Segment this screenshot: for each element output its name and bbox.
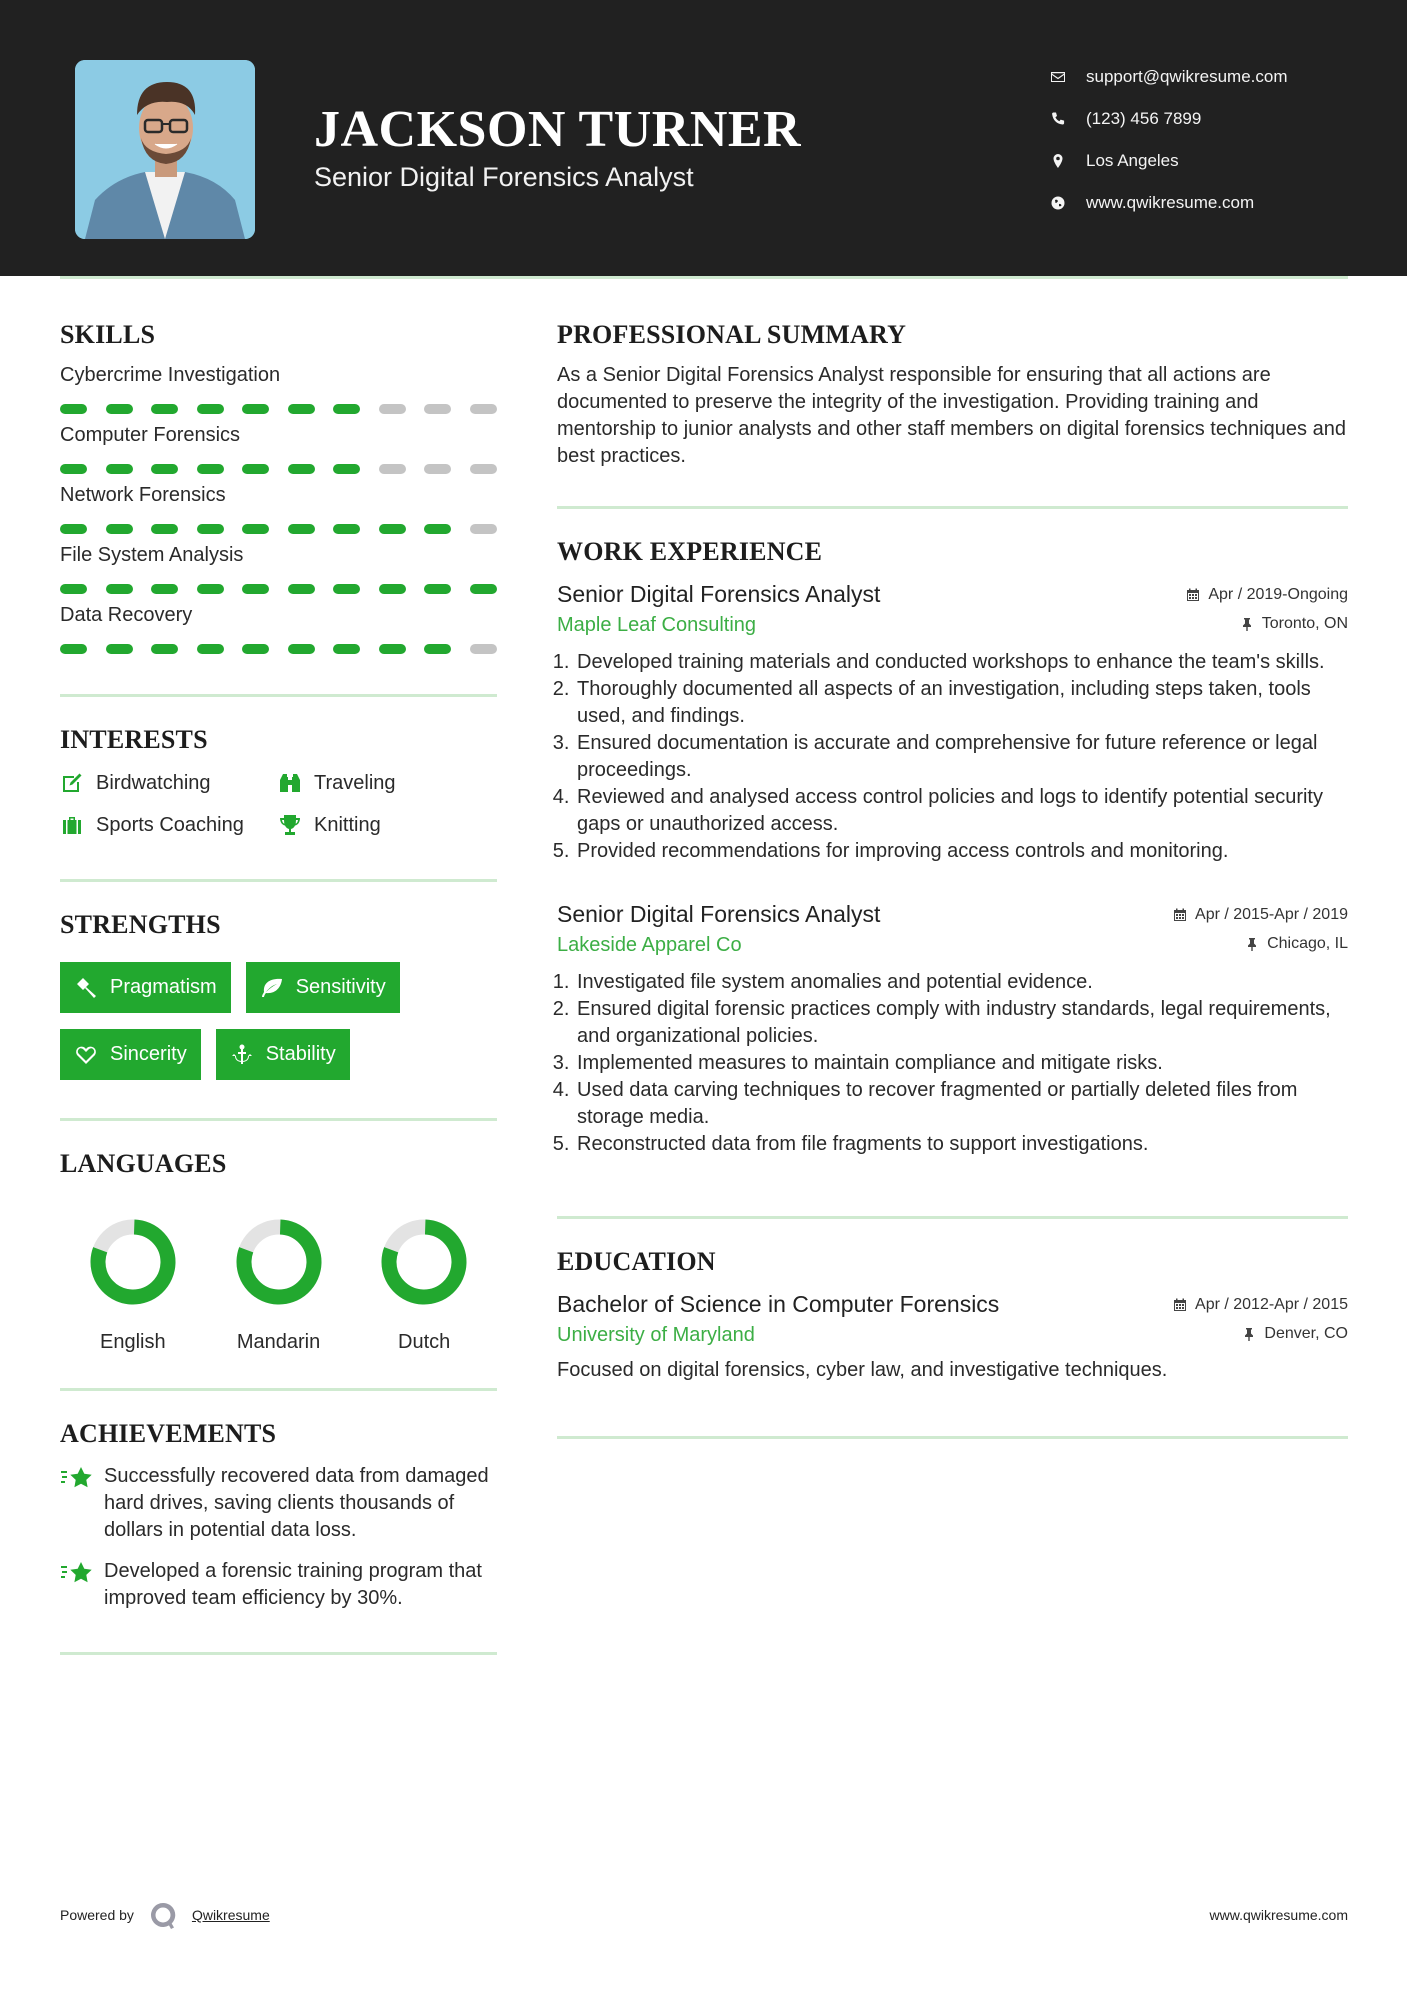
section-divider <box>60 694 497 697</box>
interest-label: Sports Coaching <box>96 813 244 836</box>
interest-label: Birdwatching <box>96 771 211 794</box>
education-subheader <box>557 1324 1348 1347</box>
summary-section <box>557 320 1348 470</box>
section-divider <box>60 1388 497 1391</box>
pushpin-icon <box>1240 617 1254 631</box>
skill-segment-filled <box>424 644 451 654</box>
anchor-icon <box>230 1043 254 1067</box>
shooting-star-icon <box>60 1465 94 1493</box>
education-description: Focused on digital forensics, cyber law, and investigative techniques. <box>557 1359 1168 1381</box>
languages-section <box>60 1149 497 1354</box>
company-name: Lakeside Apparel Co <box>557 934 742 956</box>
map-marker-icon <box>1050 153 1086 169</box>
strength-badge <box>246 962 400 1013</box>
skill-segment-empty <box>379 404 406 414</box>
strengths-list <box>60 962 497 1080</box>
language-item <box>60 1219 206 1354</box>
strength-label: Stability <box>265 1043 336 1065</box>
achievements-heading: ACHIEVEMENTS <box>60 1419 277 1448</box>
section-divider <box>60 1652 497 1655</box>
language-donut-chart <box>236 1219 322 1305</box>
leaf-icon <box>260 976 284 1000</box>
person-photo-illustration <box>75 60 255 239</box>
skill-segment-filled <box>379 644 406 654</box>
skill-segment-filled <box>470 584 497 594</box>
interests-heading: INTERESTS <box>60 725 208 754</box>
job-title: Senior Digital Forensics Analyst <box>557 901 881 927</box>
summary-heading: PROFESSIONAL SUMMARY <box>557 320 907 349</box>
job-location-text: Toronto, ON <box>1261 615 1348 632</box>
skill-segment-filled <box>333 404 360 414</box>
candidate-name: JACKSON TURNER <box>314 101 802 158</box>
powered-by-text: Powered by <box>60 1907 134 1923</box>
job-entry <box>557 581 1348 865</box>
job-bullet: 2. Ensured digital forensic practices comply with industry standards, legal requirements, and organizational policies. <box>575 996 1348 1050</box>
experience-heading: WORK EXPERIENCE <box>557 537 823 566</box>
pushpin-icon <box>1245 937 1259 951</box>
skill-segment-filled <box>424 524 451 534</box>
language-label: English <box>100 1331 166 1353</box>
shooting-star-icon <box>60 1560 94 1588</box>
job-bullets <box>557 969 1348 1158</box>
skill-segment-filled <box>106 644 133 654</box>
interest-label: Traveling <box>314 771 396 794</box>
heart-icon <box>74 1043 98 1067</box>
gavel-icon <box>74 976 98 1000</box>
interest-item <box>60 813 278 837</box>
strength-badge <box>60 1029 201 1080</box>
strengths-heading: STRENGTHS <box>60 910 221 939</box>
skill-segment-filled <box>288 644 315 654</box>
interests-list <box>60 771 497 837</box>
calendar-icon <box>1173 908 1187 922</box>
skill-segment-filled <box>197 584 224 594</box>
interest-item <box>278 813 478 837</box>
profile-photo <box>75 60 255 239</box>
skill-segment-filled <box>288 524 315 534</box>
section-divider <box>557 1216 1348 1219</box>
skill-segment-filled <box>242 524 269 534</box>
skill-level-bar <box>60 584 497 594</box>
skill-segment-empty <box>379 464 406 474</box>
contact-location-text: Los Angeles <box>1086 151 1179 170</box>
interest-item <box>60 771 278 795</box>
skill-level-bar <box>60 464 497 474</box>
section-divider <box>60 879 497 882</box>
skill-segment-empty <box>424 464 451 474</box>
skill-name: Network Forensics <box>60 484 226 506</box>
skills-section <box>60 320 497 654</box>
language-item <box>206 1219 352 1354</box>
strengths-section <box>60 910 497 1080</box>
qwikresume-logo-icon <box>148 1900 178 1930</box>
strength-label: Sensitivity <box>295 976 386 998</box>
job-location-text: Chicago, IL <box>1267 935 1348 952</box>
language-item <box>351 1219 497 1354</box>
skill-segment-filled <box>60 584 87 594</box>
skill-segment-filled <box>197 404 224 414</box>
achievement-item <box>60 1558 497 1612</box>
job-entry <box>557 901 1348 1158</box>
skill-segment-filled <box>151 524 178 534</box>
job-bullet: 4. Reviewed and analysed access control policies and logs to identify potential security gaps or unauthorized access. <box>575 784 1348 838</box>
skill-name: Data Recovery <box>60 604 193 626</box>
education-dates-text: Apr / 2012-Apr / 2015 <box>1195 1296 1348 1313</box>
calendar-icon <box>1186 588 1200 602</box>
header-divider <box>60 276 1348 279</box>
experience-section <box>557 537 1348 1158</box>
skill-segment-filled <box>151 464 178 474</box>
left-column <box>60 320 497 1655</box>
language-donut-chart <box>90 1219 176 1305</box>
job-dates-text: Apr / 2015-Apr / 2019 <box>1195 906 1348 923</box>
contact-phone[interactable] <box>1050 98 1288 140</box>
skill-segment-filled <box>60 464 87 474</box>
skill-level-bar <box>60 404 497 414</box>
language-donut-chart <box>381 1219 467 1305</box>
globe-icon <box>1050 195 1086 211</box>
skill-segment-filled <box>242 404 269 414</box>
job-dates-text: Apr / 2019-Ongoing <box>1208 586 1348 603</box>
skill-segment-filled <box>151 644 178 654</box>
envelope-icon <box>1050 69 1086 85</box>
languages-heading: LANGUAGES <box>60 1149 227 1178</box>
skill-segment-filled <box>333 524 360 534</box>
skill-segment-filled <box>106 524 133 534</box>
education-heading: EDUCATION <box>557 1247 716 1276</box>
skill-level-bar <box>60 524 497 534</box>
skill-segment-filled <box>106 464 133 474</box>
education-location-text: Denver, CO <box>1264 1325 1348 1342</box>
achievement-item <box>60 1463 497 1544</box>
job-bullet: 4. Used data carving techniques to recover fragmented or partially deleted files from storage media. <box>575 1077 1348 1131</box>
language-label: Mandarin <box>236 1331 321 1353</box>
job-bullet: 3. Implemented measures to maintain compliance and mitigate risks. <box>575 1050 1348 1077</box>
skill-segment-filled <box>288 584 315 594</box>
skill-segment-filled <box>106 584 133 594</box>
skill-segment-filled <box>379 524 406 534</box>
achievements-section <box>60 1419 497 1612</box>
contact-location <box>1050 140 1288 182</box>
strength-badge <box>216 1029 350 1080</box>
binoculars-icon <box>278 771 302 795</box>
skill-name: File System Analysis <box>60 544 244 566</box>
education-section <box>557 1247 1348 1384</box>
strength-badge <box>60 962 231 1013</box>
section-divider <box>60 1118 497 1121</box>
job-bullet: 2. Thoroughly documented all aspects of an investigation, including steps taken, tools used, and findings. <box>575 676 1348 730</box>
education-location <box>1242 1325 1348 1343</box>
interests-section <box>60 725 497 837</box>
skill-segment-filled <box>106 404 133 414</box>
school-name: University of Maryland <box>557 1324 755 1346</box>
job-header <box>557 581 1348 608</box>
contact-email-text: support@qwikresume.com <box>1086 67 1288 86</box>
strength-label: Sincerity <box>110 1043 187 1065</box>
degree-title: Bachelor of Science in Computer Forensics <box>557 1291 1000 1317</box>
section-divider <box>557 506 1348 509</box>
company-name: Maple Leaf Consulting <box>557 614 757 636</box>
skill-segment-filled <box>242 584 269 594</box>
skill-segment-filled <box>333 584 360 594</box>
contact-email[interactable] <box>1050 56 1288 98</box>
achievement-text: Developed a forensic training program that improved team efficiency by 30%. <box>104 1560 482 1609</box>
skill-segment-filled <box>197 644 224 654</box>
job-subheader <box>557 614 1348 637</box>
skill-segment-empty <box>424 404 451 414</box>
candidate-title: Senior Digital Forensics Analyst <box>314 162 694 192</box>
section-divider <box>557 1436 1348 1439</box>
language-label: Dutch <box>398 1331 451 1353</box>
skill-segment-filled <box>60 404 87 414</box>
job-dates <box>1186 586 1348 604</box>
contact-website-text: www.qwikresume.com <box>1086 193 1255 212</box>
skills-list <box>60 364 497 654</box>
job-dates <box>1173 906 1348 924</box>
skill-segment-empty <box>470 524 497 534</box>
skill-segment-filled <box>333 464 360 474</box>
skill-segment-empty <box>470 644 497 654</box>
job-bullets <box>557 649 1348 865</box>
skill-segment-filled <box>242 644 269 654</box>
languages-list <box>60 1219 497 1354</box>
job-location <box>1240 615 1348 633</box>
skill-segment-filled <box>333 644 360 654</box>
skill-segment-filled <box>60 644 87 654</box>
skill-segment-filled <box>288 404 315 414</box>
footer-website[interactable]: www.qwikresume.com <box>1209 1907 1348 1923</box>
interest-label: Knitting <box>314 813 381 836</box>
skill-segment-filled <box>379 584 406 594</box>
job-bullet: 3. Ensured documentation is accurate and comprehensive for future reference or legal proceedings. <box>575 730 1348 784</box>
skill-segment-empty <box>470 464 497 474</box>
skill-segment-empty <box>470 404 497 414</box>
job-bullet: 1. Investigated file system anomalies and potential evidence. <box>575 969 1348 996</box>
skill-segment-filled <box>197 524 224 534</box>
skill-level-bar <box>60 644 497 654</box>
skill-name: Cybercrime Investigation <box>60 364 281 386</box>
job-bullet: 5. Reconstructed data from file fragments to support investigations. <box>575 1131 1348 1158</box>
suitcase-icon <box>60 813 84 837</box>
job-subheader <box>557 934 1348 957</box>
calendar-icon <box>1173 1298 1187 1312</box>
contact-phone-text: (123) 456 7899 <box>1086 109 1202 128</box>
contact-list <box>1050 56 1288 224</box>
contact-website[interactable] <box>1050 182 1288 224</box>
pushpin-icon <box>1242 1327 1256 1341</box>
interest-item <box>278 771 478 795</box>
skill-segment-filled <box>288 464 315 474</box>
skill-segment-filled <box>60 524 87 534</box>
qwikresume-link[interactable]: Qwikresume <box>191 1907 270 1923</box>
education-header <box>557 1291 1348 1318</box>
job-location <box>1245 935 1348 953</box>
job-title: Senior Digital Forensics Analyst <box>557 581 881 607</box>
education-dates <box>1173 1296 1348 1314</box>
phone-icon <box>1050 111 1086 127</box>
job-bullet: 5. Provided recommendations for improving access controls and monitoring. <box>575 838 1348 865</box>
job-list <box>557 581 1348 1158</box>
skill-segment-filled <box>197 464 224 474</box>
job-header <box>557 901 1348 928</box>
skill-segment-filled <box>242 464 269 474</box>
skill-name: Computer Forensics <box>60 424 241 446</box>
strength-label: Pragmatism <box>110 976 217 998</box>
skills-heading: SKILLS <box>60 320 156 349</box>
skill-segment-filled <box>151 584 178 594</box>
achievement-text: Successfully recovered data from damaged hard drives, saving clients thousands of dollars in potential data loss. <box>104 1465 489 1541</box>
summary-text: As a Senior Digital Forensics Analyst responsible for ensuring that all actions are documented to preserve the integrity of the investigation. Providing training and mentorship to junior analysts and other staff members on digital forensics techniques and best practices. <box>557 364 1346 467</box>
job-bullet: 1. Developed training materials and conducted workshops to enhance the team's skills. <box>575 649 1348 676</box>
skill-segment-filled <box>424 584 451 594</box>
resume-header <box>0 0 1407 276</box>
edit-icon <box>60 771 84 795</box>
footer-powered-by <box>60 1900 270 1930</box>
trophy-icon <box>278 813 302 837</box>
right-column <box>557 320 1348 1439</box>
skill-segment-filled <box>151 404 178 414</box>
